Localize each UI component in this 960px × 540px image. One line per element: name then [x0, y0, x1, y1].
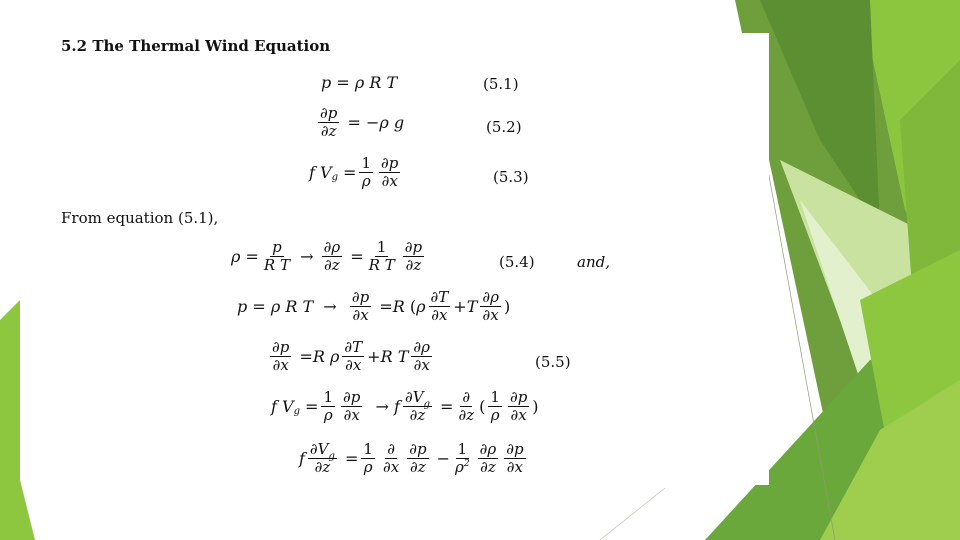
equation-number-5-1: (5.1) — [483, 75, 519, 93]
equation-derivation-2: f V g = $\frac{1}{\rho}$ $\frac{\partial p}{\partial x}$ → f $\frac{\partial V_g}{\partial z}$ = $\frac{\partial}{\partial z}$ ( $\frac{1}{\rho}$ $\frac{\partial p}{\partial x}$ ) — [271, 388, 539, 425]
equation-5-2: $\frac{\partial p}{\partial z}$ = − ρ g — [320, 104, 405, 141]
equation-number-5-5: (5.5) — [535, 353, 571, 371]
equation-number-5-4: (5.4) — [499, 253, 535, 271]
equation-derivation-1: p = ρ R T → $\frac{\partial p}{\partial x}$ = R ( ρ $\frac{\partial T}{\partial x}$ + T $\frac{\partial\rho}{\partial x}$ ) — [237, 288, 511, 325]
connector-text: and, — [577, 253, 610, 271]
equation-derivation-3: f $\frac{\partial V_g}{\partial z}$ = $\frac{1}{\rho}$ $\frac{\partial}{\partial x}$ $\frac{\partial p}{\partial z}$ − $\frac{1}{\rho^2}$ $\frac{\partial\rho}{\partial z}$ $\frac{\partial p}{\partial x}$ — [299, 440, 524, 477]
equation-number-5-3: (5.3) — [493, 168, 529, 186]
equation-5-3: f V g = $\frac{1}{\rho}$ $\frac{\partial p}{\partial x}$ — [309, 154, 399, 191]
document-page — [21, 33, 769, 485]
section-heading: 5.2 The Thermal Wind Equation — [61, 37, 331, 55]
equation-number-5-2: (5.2) — [486, 118, 522, 136]
equation-5-4: ρ = $\frac{p}{\text{R T}}$ → $\frac{\partial\rho}{\partial z}$ = $\frac{1}{\text{R T}}$ $\frac{\partial p}{\partial z}$ — [231, 238, 423, 275]
equation-5-1: p = ρ R T — [321, 73, 398, 92]
equation-5-5: $\frac{\partial p}{\partial x}$ = R ρ $\frac{\partial T}{\partial x}$ + R T $\frac{\partial\rho}{\partial x}$ — [272, 338, 430, 375]
intro-text: From equation (5.1), — [61, 209, 219, 227]
